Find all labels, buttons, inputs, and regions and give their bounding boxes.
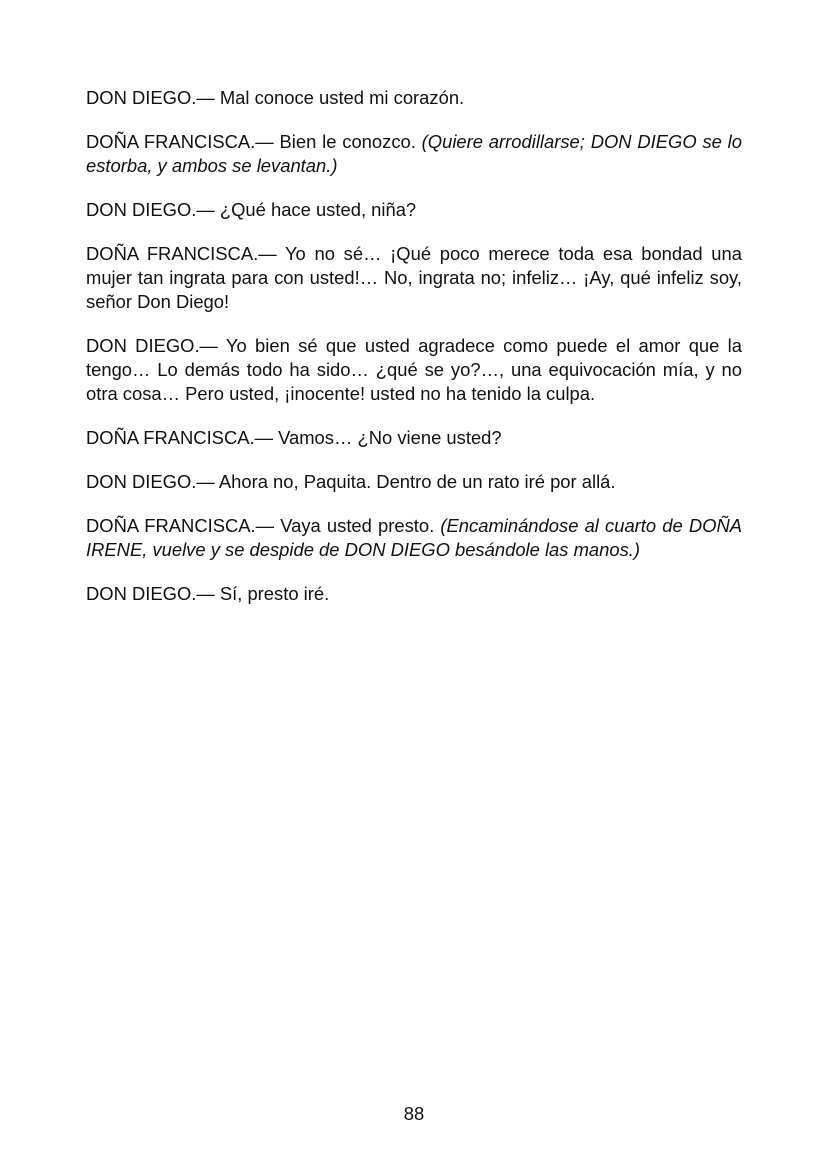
- speaker-name: DON DIEGO.—: [86, 471, 215, 492]
- dialogue-text: Vaya usted presto.: [274, 515, 441, 536]
- dialogue-paragraph: [86, 242, 742, 314]
- speaker-name: DON DIEGO.—: [86, 199, 215, 220]
- speaker-name: DON DIEGO.—: [86, 335, 218, 356]
- dialogue-text: ¿Qué hace usted, niña?: [214, 199, 417, 220]
- dialogue-text: Sí, presto iré.: [214, 583, 330, 604]
- dialogue-paragraph: [86, 334, 742, 406]
- dialogue-text: Yo bien sé que usted agradece como puede el amor que la tengo… Lo demás todo ha sido… ¿qué se yo?…, una equivocación mía, y no otra cosa… Pero usted, ¡inocente! usted no ha tenido la culpa.: [86, 335, 742, 404]
- dialogue-paragraph: [86, 198, 742, 222]
- speaker-name: DON DIEGO.—: [86, 87, 215, 108]
- stage-direction: (Encaminándose al cuarto de DOÑA IRENE, vuelve y se despide de DON DIEGO besándole las manos.): [86, 515, 743, 560]
- dialogue-paragraph: [86, 514, 742, 562]
- page-number: 88: [403, 1103, 425, 1124]
- dialogue-paragraph: [86, 426, 742, 450]
- dialogue-text: Bien le conozco.: [273, 131, 422, 152]
- dialogue-paragraph: [86, 130, 742, 178]
- dialogue-text: Yo no sé… ¡Qué poco merece toda esa bondad una mujer tan ingrata para con usted!… No, ingrata no; infeliz… ¡Ay, qué infeliz soy, señor Don Diego!: [86, 243, 742, 312]
- speaker-name: DOÑA FRANCISCA.—: [86, 243, 277, 264]
- page-body: [86, 86, 742, 626]
- dialogue-paragraph: [86, 86, 742, 110]
- dialogue-text: Mal conoce usted mi corazón.: [214, 87, 465, 108]
- dialogue-paragraph: [86, 582, 742, 606]
- dialogue-text: Ahora no, Paquita. Dentro de un rato iré por allá.: [214, 471, 616, 492]
- dialogue-paragraph: [86, 470, 742, 494]
- dialogue-text: Vamos… ¿No viene usted?: [273, 427, 502, 448]
- speaker-name: DOÑA FRANCISCA.—: [86, 131, 274, 152]
- speaker-name: DOÑA FRANCISCA.—: [86, 515, 275, 536]
- speaker-name: DON DIEGO.—: [86, 583, 215, 604]
- speaker-name: DOÑA FRANCISCA.—: [86, 427, 273, 448]
- stage-direction: (Quiere arrodillarse; DON DIEGO se lo estorba, y ambos se levantan.): [86, 131, 742, 176]
